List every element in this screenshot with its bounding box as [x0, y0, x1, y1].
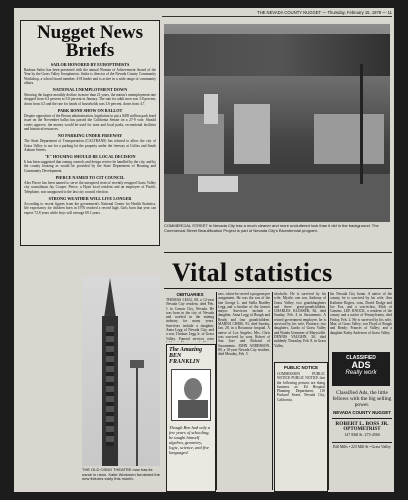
brief-body: Showing the largest monthly decline in more than 21 years, the nation's unemployment rate dropped from 6.3 percent to 5.8 percent in January. The rate for adult men was 3.8 percent, down from 4.5 and the rate for heads of households was 3.6 percent, down from 4.7. — [24, 93, 156, 106]
page-header: THE NEVADA COUNTY NUGGET — Thursday, February 15, 1979 — 11 — [162, 10, 392, 17]
optometrist-ad — [332, 421, 392, 437]
public-notice-box — [274, 362, 328, 492]
really-work-label: Really work — [345, 370, 377, 376]
optometrist-name: ROBERT L. BOSS JR. — [335, 421, 389, 427]
public-notice-text: COMMISSION PUBLIC NOTICE PUBLIC NOTICE that the following persons are doing business as: Ed Hospital Planning Department, 110 Packard Street, Nevada City, California. — [277, 372, 325, 402]
column-rule — [216, 292, 217, 490]
ads-label: ADS — [351, 360, 371, 370]
newspaper-page — [14, 8, 394, 492]
brief-heading: SAILOR HONORED BY EUROPTIMISTS — [50, 62, 130, 67]
optometrist-address: Bill Mills • 223 Mill St • Grass Valley — [333, 445, 391, 449]
optometrist-title: OPTOMETRIST — [343, 427, 381, 432]
divider — [332, 442, 392, 443]
brief-body: Despite opposition of the Brown administration, legislation to put a $495 million park bond issue on the November ballot has passed the California Senate on a 27-9 vote. Should voters approve, the money would be used for state and local parks, recreational facilities and historical resources. — [24, 114, 156, 131]
nugget-small-logo: NEVADA COUNTY NUGGET — [333, 410, 391, 415]
classified-ads-badge — [332, 352, 390, 386]
brief-body: Alex Pierce has been named to serve the unexpired term of recently resigned Grass Valley city councilman Jay Cooper. Pierce, a Hyatt local resident and an employee of Pacific Telephone, was unopposed to the last city council election. — [24, 181, 156, 194]
ben-franklin-cartoon — [166, 344, 216, 492]
brief-body: According to recent figures from the government's National Center for Health Statistics, life expectancy for children born in 1976 reached a record high. Girls born that year can expect 72.8 years while boys will average 69.1 years. — [24, 201, 156, 215]
optometrist-phone: 147 Mill St. 273-4560 — [344, 432, 380, 437]
classified-label: CLASSIFIED — [346, 355, 376, 361]
osbo-theatre-photo — [82, 276, 160, 466]
divider — [332, 418, 392, 419]
column-rule — [328, 292, 329, 490]
obituaries-heading: OBITUARIES — [176, 292, 204, 297]
brief-body: The State Department of Transportation (CALTRANS) has refused to allow the city of Grass Valley to use for a parking lot the property under the freeway at Colfax and South Auburn Streets. — [24, 139, 156, 152]
obituaries-column-middle: ears, where he served a program per assignment. He was the son of the late George L. and Stella Bradley Legg and a brother of the former mayor. Survivors include a daughter, Anna Legg of Rough and Ready and four grandchildren. MARNA CHRIS, 93, died Sunday, Jan. 28, in a Rossmoor hospital. A native of Los Angeles, Mrs. Chris was survived by sons, Robert of San Jose and Richard of Sacramento. JOHN ANDERSON, 80, a 10-year Nevada City resident, died Monday, Feb. 5. — [218, 292, 270, 357]
classified-blurb: Classified Ads, the little fellows with the big selling power. — [332, 390, 392, 408]
brief-heading: PIERCE NAMED TO CIT COUNCIL — [55, 175, 125, 181]
briefs-list — [24, 62, 156, 215]
public-notice-heading: PUBLIC NOTICE — [283, 365, 319, 370]
brief-heading: NO PARKING UNDER FREEWAY — [57, 133, 123, 139]
divider — [164, 288, 392, 289]
brief-heading: STRONG WEATHER WILL LIVE LONGER — [48, 195, 132, 201]
cartoon-title: The Amazing BEN FRANKLIN — [169, 347, 202, 365]
brief-body: It has been suggested that zoning controls and design review be handled by the city, and by the county housing as would be provided by the State Department of Housing and Community Development. — [24, 160, 156, 173]
divider — [164, 252, 392, 253]
brief-heading: PARK BOND SHOW ON BALLOT — [57, 108, 123, 114]
street-photo-caption: COMMERCIAL STREET in Nevada City has a much cleaner and more uncluttered look than it did in the background. The Commercial Street Beautification Project is part of Nevada City's Bicentennial program. — [164, 223, 379, 233]
commercial-street-photo — [164, 24, 390, 222]
theatre-photo-caption: THE OLD OSBO THEATRE now has its name in neon. Katie Workmen furnished the new fixtures early this month. — [82, 467, 160, 482]
nugget-news-briefs-box — [20, 20, 160, 246]
obituaries-column-far-right: his Nevada City home. A native of the county, he is survived by his wife, Ann Kathrine Rogers, sons, David Dodge and Joe Eva, and a son-in-law, Mick of Camino. LEE KNOCK, a resident of the county and a native of Pennsylvania, died Friday, Feb. 2. He is survived by his wife, Mae, of Grass Valley; son Floyd of Rough and Ready; Frances of Valley; and a daughter Kathy Anderson of Grass Valley. — [330, 292, 392, 335]
obituaries-column-right: alcoholic. He is survived by his wife, Myrtle; one son, Anthony of Grass Valley; two granddaughters and three great-grandchildren. CHARLES KLOSSER, 82, died Sunday, Feb. 4 in Sacramento. A retired government employee, he is survived by his wife, Florence, two daughters, Garda of Grass Valley and Wanda Gremmer of Marysville. DENNIS VAUGHN, 30, died suddenly Thursday, Feb. 8, in Grass Valley. — [274, 292, 326, 348]
brief-heading: "E" HOUSING SHOULD BE LOCAL DECISION — [44, 154, 136, 160]
nugget-title: Nugget News Briefs — [36, 22, 144, 61]
brief-body: Barbara Sailor has been presented with the annual Woman of Achievement Award of the Year by the Grass Valley Soroptimists. Sailor is director of the Nevada County Community Workshop, a school board member, 4-H leader and is active in a wide range of community affairs. — [24, 68, 156, 85]
obituaries-column-top: THOMAS LEGG, 68, a 12-year Nevada City resident, died Feb. 1 in Carson City, Nevada. He was born in the city of Nevada and worked in the mining industry for many years. Survivors include a daughter, Anna Legg of Nevada City, and a son, Thomas Legg Jr. of Grass Valley. Funeral services were — [166, 298, 214, 341]
column-rule — [272, 292, 273, 490]
brief-heading: NATIONAL UNEMPLOYMENT DOWN — [52, 87, 128, 93]
cartoon-caption: Though Ben had only a few years of schooling, he taught himself algebra, geometry, logic, science, and five languages! — [169, 425, 210, 455]
cartoon-drawing — [171, 369, 211, 421]
vital-statistics-title: Vital statistics — [172, 258, 333, 287]
